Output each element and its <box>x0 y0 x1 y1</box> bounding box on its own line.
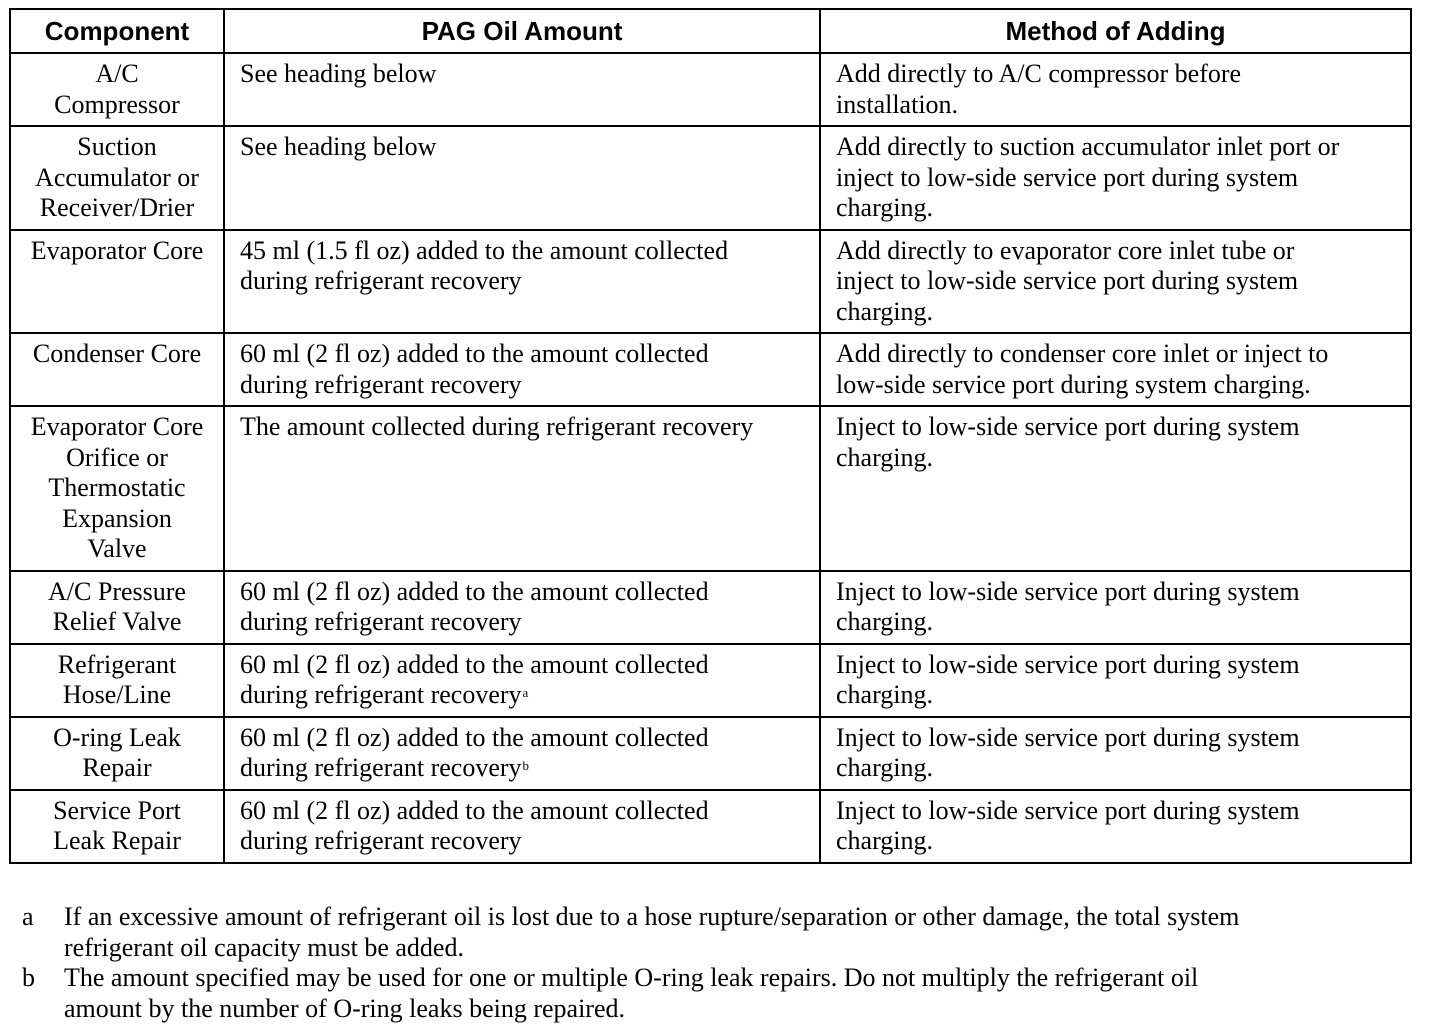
component-cell-line: Refrigerant <box>57 649 177 679</box>
component-cell-line: Hose/Line <box>62 680 172 709</box>
component-cell <box>10 571 224 644</box>
component-cell-line: Suction <box>77 132 157 161</box>
pag-oil-table-container <box>9 8 1410 864</box>
pag-oil-amount-cell-line: 60 ml (2 fl oz) added to the amount collected <box>240 795 709 825</box>
component-cell-line: A/C Pressure <box>48 576 186 606</box>
method-of-adding-cell-line: Add directly to A/C compressor before <box>836 59 1242 88</box>
pag-oil-amount-cell <box>224 717 820 790</box>
footnote <box>22 902 1422 963</box>
component-cell <box>10 230 224 334</box>
component-cell-line: Orifice or <box>66 442 168 472</box>
method-of-adding-cell-line: charging. <box>836 296 933 326</box>
method-of-adding-cell <box>820 126 1411 230</box>
pag-oil-amount-cell-line: 60 ml (2 fl oz) added to the amount collected <box>240 722 709 752</box>
method-of-adding-cell <box>820 571 1411 644</box>
method-of-adding-cell-line: inject to low-side service port during system <box>836 266 1299 295</box>
pag-oil-amount-cell-line: 60 ml (2 fl oz) added to the amount collected <box>240 649 709 679</box>
table-row <box>10 406 1411 571</box>
footnote-ref: a <box>522 685 529 700</box>
footnote-line: If an excessive amount of refrigerant oil is lost due to a hose rupture/separation or other damage, the total system <box>64 902 1240 931</box>
footnote-line: refrigerant oil capacity must be added. <box>64 932 464 962</box>
pag-oil-amount-cell-line: during refrigerant recovery <box>240 607 522 636</box>
component-cell-line: Expansion <box>62 503 172 533</box>
method-of-adding-cell-line: charging. <box>836 442 933 472</box>
table-row <box>10 790 1411 863</box>
footnote <box>22 963 1422 1024</box>
footnote-text <box>64 902 1422 963</box>
footnote-line: amount by the number of O-ring leaks being repaired. <box>64 993 625 1023</box>
method-of-adding-cell <box>820 406 1411 571</box>
component-cell-line: Relief Valve <box>52 607 182 636</box>
method-of-adding-cell-line: charging. <box>836 607 933 636</box>
pag-oil-table <box>9 8 1412 864</box>
component-cell-line: Condenser Core <box>32 339 202 368</box>
component-cell-line: Compressor <box>54 89 180 119</box>
method-of-adding-cell-line: Inject to low-side service port during system <box>836 576 1300 606</box>
table-row <box>10 230 1411 334</box>
method-of-adding-cell <box>820 644 1411 717</box>
method-of-adding-cell-line: Inject to low-side service port during system <box>836 795 1300 825</box>
header-pag-oil-amount: PAG Oil Amount <box>224 9 820 53</box>
pag-oil-amount-cell-line: The amount collected during refrigerant recovery <box>240 412 754 441</box>
pag-oil-amount-cell-line: See heading below <box>240 132 437 161</box>
method-of-adding-cell-line: low-side service port during system charging. <box>836 369 1311 399</box>
method-of-adding-cell <box>820 717 1411 790</box>
footnotes <box>22 902 1422 1024</box>
footnote-ref: b <box>522 758 530 773</box>
footnote-marker: a <box>22 902 34 931</box>
component-cell <box>10 126 224 230</box>
pag-oil-amount-cell <box>224 126 820 230</box>
component-cell-line: A/C <box>95 59 139 88</box>
pag-oil-amount-cell-line: See heading below <box>240 59 437 88</box>
component-cell <box>10 790 224 863</box>
method-of-adding-cell <box>820 790 1411 863</box>
pag-oil-amount-cell-line: during refrigerant recovery <box>240 680 522 709</box>
table-row <box>10 126 1411 230</box>
pag-oil-amount-cell <box>224 790 820 863</box>
method-of-adding-cell <box>820 333 1411 406</box>
pag-oil-amount-cell-line: during refrigerant recovery <box>240 826 522 855</box>
component-cell-line: O-ring Leak <box>53 722 181 752</box>
header-component: Component <box>10 9 224 53</box>
pag-oil-amount-cell <box>224 333 820 406</box>
pag-oil-amount-cell-line: 45 ml (1.5 fl oz) added to the amount collected <box>240 235 729 265</box>
component-cell-line: Receiver/Drier <box>39 193 195 222</box>
method-of-adding-cell-line: installation. <box>836 89 959 119</box>
method-of-adding-cell-line: Inject to low-side service port during system <box>836 412 1300 441</box>
table-row <box>10 571 1411 644</box>
pag-oil-amount-cell-line: 60 ml (2 fl oz) added to the amount collected <box>240 576 709 606</box>
component-cell-line: Valve <box>87 534 147 563</box>
pag-oil-amount-cell <box>224 571 820 644</box>
table-row <box>10 333 1411 406</box>
component-cell <box>10 406 224 571</box>
component-cell <box>10 53 224 126</box>
component-cell <box>10 644 224 717</box>
method-of-adding-cell-line: Inject to low-side service port during system <box>836 722 1300 752</box>
pag-oil-amount-cell <box>224 406 820 571</box>
table-row <box>10 53 1411 126</box>
method-of-adding-cell <box>820 53 1411 126</box>
table-row <box>10 644 1411 717</box>
method-of-adding-cell <box>820 230 1411 334</box>
component-cell-line: Thermostatic <box>48 473 186 502</box>
component-cell-line: Evaporator Core <box>30 235 204 265</box>
pag-oil-amount-cell-line: during refrigerant recovery <box>240 266 522 295</box>
method-of-adding-cell-line: Add directly to condenser core inlet or inject to <box>836 339 1329 368</box>
method-of-adding-cell-line: charging. <box>836 826 933 855</box>
footnote-marker: b <box>22 963 35 992</box>
component-cell-line: Accumulator or <box>35 162 199 192</box>
table-body <box>10 53 1411 863</box>
pag-oil-amount-cell <box>224 230 820 334</box>
table-row <box>10 717 1411 790</box>
footnote-text <box>64 963 1422 1024</box>
component-cell-line: Leak Repair <box>53 826 181 855</box>
method-of-adding-cell-line: inject to low-side service port during system <box>836 162 1299 192</box>
header-method-of-adding: Method of Adding <box>820 9 1411 53</box>
method-of-adding-cell-line: Add directly to evaporator core inlet tube or <box>836 235 1295 265</box>
pag-oil-amount-cell-line: during refrigerant recovery <box>240 753 522 782</box>
table-header-row <box>10 9 1411 53</box>
component-cell-line: Service Port <box>53 795 181 825</box>
component-cell-line: Repair <box>82 753 152 782</box>
component-cell <box>10 333 224 406</box>
footnote-line: The amount specified may be used for one or multiple O-ring leak repairs. Do not multiply the refrigerant oil <box>64 963 1199 992</box>
pag-oil-amount-cell-line: during refrigerant recovery <box>240 369 522 399</box>
pag-oil-amount-cell <box>224 53 820 126</box>
method-of-adding-cell-line: charging. <box>836 753 933 782</box>
pag-oil-amount-cell <box>224 644 820 717</box>
method-of-adding-cell-line: Inject to low-side service port during system <box>836 649 1300 679</box>
method-of-adding-cell-line: charging. <box>836 193 933 222</box>
method-of-adding-cell-line: charging. <box>836 680 933 709</box>
component-cell <box>10 717 224 790</box>
component-cell-line: Evaporator Core <box>30 412 204 441</box>
method-of-adding-cell-line: Add directly to suction accumulator inlet port or <box>836 132 1340 161</box>
pag-oil-amount-cell-line: 60 ml (2 fl oz) added to the amount collected <box>240 339 709 368</box>
